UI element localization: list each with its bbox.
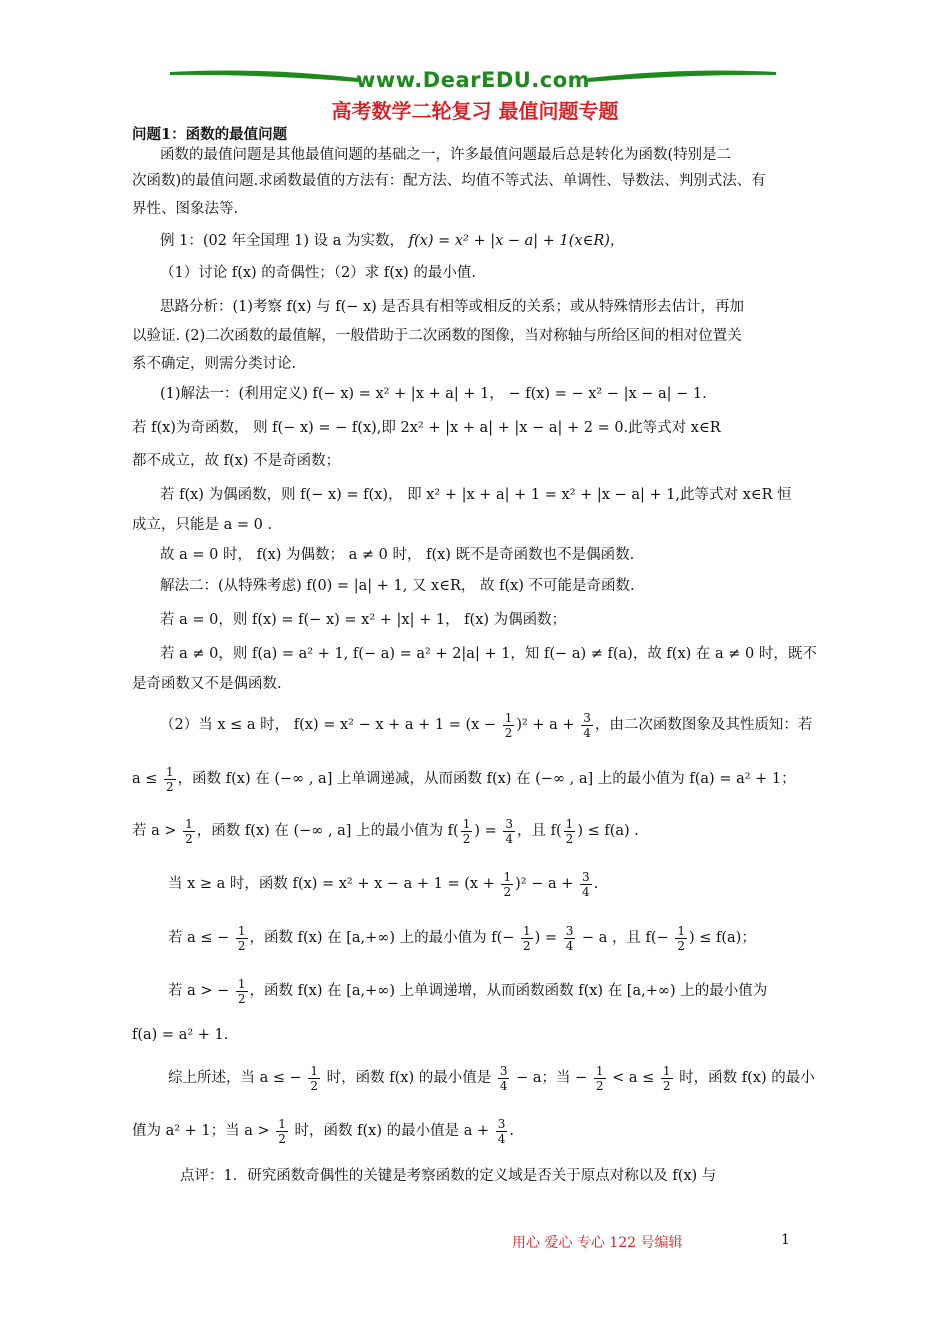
solution2-line-6 [168, 973, 767, 1009]
fraction-den: 2 [278, 1131, 286, 1146]
solution1-line: 解法二：(从特殊考虑) f(0) = |a| + 1, 又 x∈R， 故 f(x) 不可能是奇函数. [160, 578, 635, 594]
fraction [675, 924, 687, 953]
page-title: 高考数学二轮复习 最值问题专题 [331, 99, 619, 123]
fraction [276, 1117, 288, 1146]
fraction-num: 1 [237, 923, 246, 938]
fraction [164, 765, 176, 794]
fraction [496, 1117, 508, 1146]
solution1-line: 故 a = 0 时， f(x) 为偶数； a ≠ 0 时， f(x) 既不是奇函数也不是偶函数. [160, 547, 635, 563]
fraction [564, 817, 576, 846]
text: − a ，且 f(− [577, 930, 674, 946]
text: 时，函数 f(x) 的最小值是 a + [289, 1123, 494, 1139]
fraction-den: 2 [677, 938, 685, 953]
fraction-den: 4 [565, 938, 574, 953]
fraction-den: 4 [581, 884, 590, 899]
intro-line: 界性、图象法等. [132, 201, 239, 217]
fraction-den: 2 [523, 938, 531, 953]
site-name[interactable]: www.DearEDU.com [355, 68, 591, 92]
fraction [503, 711, 515, 740]
solution2-line-7: f(a) = a² + 1. [132, 1027, 229, 1043]
solution1-line: 成立，只能是 a = 0 . [132, 517, 273, 533]
fraction-den: 2 [503, 884, 512, 899]
text: ，函数 f(x) 在 [a,+∞) 上的最小值为 f(− [249, 930, 520, 946]
fraction-num: 3 [583, 710, 591, 725]
example-formula: f(x) = x² + |x − a| + 1(x∈R)， [408, 233, 625, 249]
fraction-num: 1 [595, 1063, 604, 1078]
text: 若 a > − [168, 983, 234, 999]
fraction-num: 3 [505, 816, 514, 831]
text: ) = [474, 823, 502, 839]
text: 综上所述，当 a ≤ − [168, 1070, 307, 1086]
fraction [461, 817, 473, 846]
text: ) ≤ f(a) . [577, 823, 639, 839]
solution2-line-5 [168, 920, 756, 956]
analysis-line: 以验证. (2)二次函数的最值解，一般借助于二次函数的图像，当对称轴与所给区间的相对位置关 [132, 328, 742, 344]
fraction-den: 2 [166, 779, 174, 794]
text: 时，函数 f(x) 的最小 [674, 1070, 815, 1086]
fraction-den: 2 [504, 725, 513, 740]
text: a ≤ [132, 771, 163, 787]
analysis-line: 思路分析：(1)考察 f(x) 与 f(− x) 是否具有相等或相反的关系；或从特殊情形去估计，再加 [160, 299, 744, 315]
summary-line-1 [168, 1060, 815, 1096]
fraction-den: 2 [185, 831, 193, 846]
fraction-num: 1 [310, 1063, 319, 1078]
comment-line: 点评：1．研究函数奇偶性的关键是考察函数的定义域是否关于原点对称以及 f(x) 与 [180, 1168, 717, 1184]
fraction [236, 977, 248, 1006]
solution2-line-3 [132, 813, 639, 849]
intro-line: 函数的最值问题是其他最值问题的基础之一，许多最值问题最后总是转化为函数(特别是二 [160, 147, 732, 163]
fraction [594, 1064, 606, 1093]
fraction-den: 2 [662, 1078, 671, 1093]
fraction-den: 2 [595, 1078, 604, 1093]
solution1-line: 是奇函数又不是偶函数. [132, 676, 282, 692]
fraction-num: 1 [677, 923, 685, 938]
fraction-den: 4 [499, 1078, 508, 1093]
fraction-num: 3 [565, 923, 574, 938]
text: ，函数 f(x) 在 (−∞ , a] 上单调递减，从而函数 f(x) 在 (−∞ , a] 上的最小值为 f(a) = a² + 1； [177, 771, 796, 787]
example-questions: （1）讨论 f(x) 的奇偶性；（2）求 f(x) 的最小值. [160, 265, 476, 281]
fraction-den: 2 [310, 1078, 319, 1093]
fraction-den: 4 [583, 725, 591, 740]
fraction-num: 1 [166, 764, 174, 779]
fraction-num: 1 [278, 1116, 286, 1131]
text: . [593, 876, 599, 892]
page-number: 1 [781, 1232, 790, 1248]
fraction [183, 817, 195, 846]
text: 时，函数 f(x) 的最小值是 [322, 1070, 496, 1086]
text: ，函数 f(x) 在 [a,+∞) 上单调递增，从而函数函数 f(x) 在 [a,+∞) 上的最小值为 [249, 983, 768, 999]
solution2-line-2 [132, 761, 796, 797]
fraction-den: 2 [565, 831, 574, 846]
fraction-num: 3 [581, 869, 590, 884]
fraction-num: 1 [504, 710, 513, 725]
fraction [236, 924, 248, 953]
text: . [509, 1123, 514, 1139]
solution1-line: 若 f(x) 为偶函数，则 f(− x) = f(x)， 即 x² + |x + a| + 1 = x² + |x − a| + 1,此等式对 x∈R 恒 [160, 487, 792, 503]
text: ) = [534, 930, 562, 946]
text: 若 a ≤ − [168, 930, 234, 946]
fraction-num: 1 [503, 869, 512, 884]
text: )² + a + [516, 717, 580, 733]
text: < a ≤ [607, 1070, 659, 1086]
text: ，函数 f(x) 在 (−∞ , a] 上的最小值为 f( [196, 823, 459, 839]
site-banner [168, 64, 778, 98]
fraction-num: 1 [523, 923, 531, 938]
fraction-den: 2 [237, 991, 246, 1006]
text: 若 a > [132, 823, 182, 839]
text: （2）当 x ≤ a 时， f(x) = x² − x + a + 1 = (x − [160, 717, 501, 733]
text: 值为 a² + 1；当 a > [132, 1123, 275, 1139]
fraction-num: 1 [662, 1063, 671, 1078]
solution1-line: 都不成立，故 f(x) 不是奇函数； [132, 453, 341, 469]
fraction-num: 1 [185, 816, 193, 831]
solution1-line: 若 f(x)为奇函数， 则 f(− x) = − f(x),即 2x² + |x + a| + |x − a| + 2 = 0.此等式对 x∈R [132, 420, 721, 436]
text: ) ≤ f(a)； [688, 930, 756, 946]
fraction-num: 1 [237, 976, 246, 991]
text: − a；当 − [511, 1070, 592, 1086]
fraction [580, 870, 592, 899]
solution1-line: (1)解法一：(利用定义) f(− x) = x² + |x + a| + 1， − f(x) = − x² − |x − a| − 1. [160, 386, 707, 402]
fraction-num: 1 [565, 816, 574, 831]
text: 当 x ≥ a 时，函数 f(x) = x² + x − a + 1 = (x + [168, 876, 500, 892]
fraction [501, 870, 513, 899]
footer-editor: 用心 爱心 专心 122 号编辑 [512, 1235, 683, 1251]
text: ，且 f( [517, 823, 562, 839]
solution2-line-1 [160, 707, 812, 743]
solution2-line-4 [168, 866, 598, 902]
analysis-line: 系不确定，则需分类讨论. [132, 356, 297, 372]
fraction [661, 1064, 673, 1093]
summary-line-2 [132, 1113, 514, 1149]
example-line [160, 231, 624, 251]
example-label: 例 1：(02 年全国理 1) 设 a 为实数， [160, 233, 405, 249]
fraction [581, 711, 593, 740]
intro-line: 次函数)的最值问题.求函数最值的方法有：配方法、均值不等式法、单调性、导数法、判别式法、有 [132, 173, 766, 189]
fraction [308, 1064, 320, 1093]
fraction-den: 2 [237, 938, 246, 953]
fraction [498, 1064, 510, 1093]
solution1-line: 若 a = 0，则 f(x) = f(− x) = x² + |x| + 1， f(x) 为偶函数； [160, 612, 567, 628]
fraction [564, 924, 576, 953]
fraction-den: 2 [462, 831, 471, 846]
fraction [503, 817, 515, 846]
fraction-den: 4 [505, 831, 514, 846]
fraction-num: 3 [499, 1063, 508, 1078]
text: )² − a + [515, 876, 578, 892]
fraction [521, 924, 533, 953]
fraction-den: 4 [497, 1131, 506, 1146]
text: ，由二次函数图象及其性质知：若 [594, 717, 813, 733]
section-heading: 问题1：函数的最值问题 [132, 126, 288, 143]
fraction-num: 1 [462, 816, 471, 831]
solution1-line: 若 a ≠ 0，则 f(a) = a² + 1, f(− a) = a² + 2|a| + 1，知 f(− a) ≠ f(a)，故 f(x) 在 a ≠ 0 时，既不 [160, 646, 817, 662]
fraction-num: 3 [497, 1116, 506, 1131]
